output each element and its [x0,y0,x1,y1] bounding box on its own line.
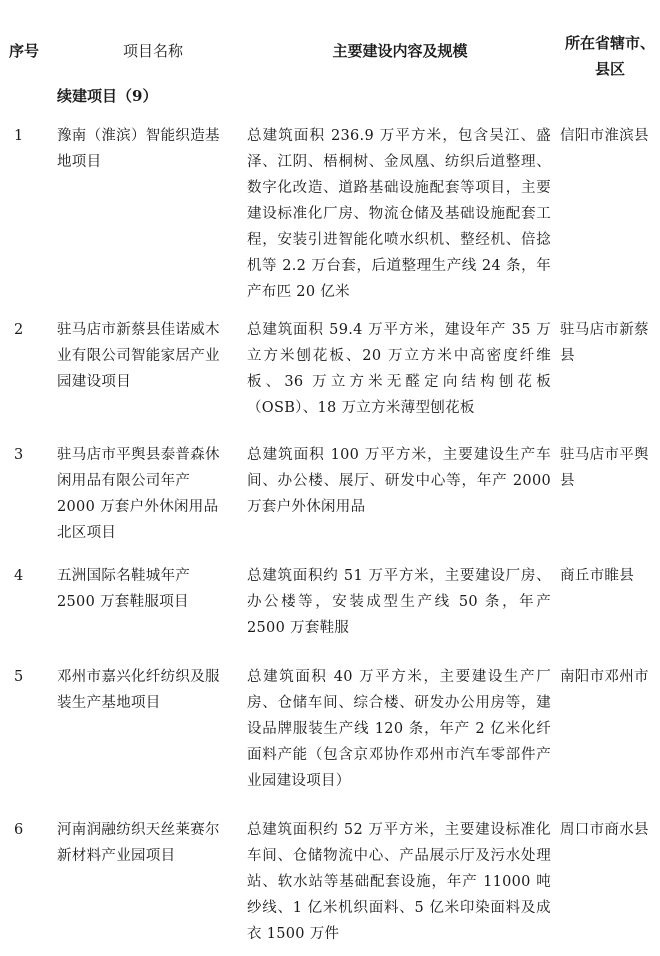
header-construction-content: 主要建设内容及规模 [332,42,468,60]
project-content: 总建筑面积 100 万平方米，主要建设生产车间、办公楼、展厅、研发中心等，年产 2000 万套户外休闲用品 [247,447,551,515]
project-name: 驻马店市平舆县泰普森休闲用品有限公司年产 2000 万套户外休闲用品北区项目 [57,447,220,541]
header-serial-number: 序号 [8,42,39,60]
header-project-name: 项目名称 [122,42,183,60]
section-title: 续建项目（9） [57,87,158,105]
project-region: 周口市商水县 [560,822,649,838]
project-name: 驻马店市新蔡县佳诺威木业有限公司智能家居产业园建设项目 [57,322,220,390]
project-content: 总建筑面积 40 万平方米，主要建设生产厂房、仓储车间、综合楼、研发办公用房等，建设品牌服装生产线 120 条，年产 2 亿米化纤面料产能（包含京邓协作邓州市汽车零部件产业园建设项目） [247,669,551,789]
row-number: 6 [14,822,24,838]
project-region: 驻马店市新蔡县 [560,322,649,364]
project-name: 豫南（淮滨）智能织造基地项目 [57,128,220,170]
project-region: 商丘市睢县 [560,568,634,584]
row-number: 1 [14,128,24,144]
project-name: 五洲国际名鞋城年产 2500 万套鞋服项目 [57,568,191,610]
project-name: 邓州市嘉兴化纤纺织及服装生产基地项目 [57,669,220,711]
project-name: 河南润融纺织天丝莱赛尔新材料产业园项目 [57,822,220,864]
header-region: 所在省辖市、县区 [564,34,655,78]
row-number: 4 [14,568,24,584]
row-number: 5 [14,669,24,685]
project-region: 信阳市淮滨县 [560,128,649,144]
project-content: 总建筑面积 59.4 万平方米，建设年产 35 万立方米刨花板、20 万立方米中高密度纤维板、36 万立方米无醛定向结构刨花板（OSB）、18 万立方米薄型刨花板 [247,322,551,416]
project-content: 总建筑面积约 52 万平方米，主要建设标准化车间、仓储物流中心、产品展示厅及污水处理站、软水站等基础配套设施，年产 11000 吨纱线、1 亿米机织面料、5 亿米印染面料及成衣 1500 万件 [247,822,551,942]
project-content: 总建筑面积约 51 万平方米，主要建设厂房、办公楼等，安装成型生产线 50 条，年产 2500 万套鞋服 [247,568,551,636]
row-number: 2 [14,322,24,338]
row-number: 3 [14,447,24,463]
project-region: 驻马店市平舆县 [560,447,649,489]
project-region: 南阳市邓州市 [560,669,649,685]
project-content: 总建筑面积 236.9 万平方米，包含吴江、盛泽、江阴、梧桐树、金凤凰、纺织后道整理、数字化改造、道路基础设施配套等项目，主要建设标准化厂房、物流仓储及基础设施配套工程，安装引进智能化喷水织机、整经机、倍捻机等 2.2 万台套，后道整理生产线 24 条，年产布匹 20 亿米 [247,128,551,300]
